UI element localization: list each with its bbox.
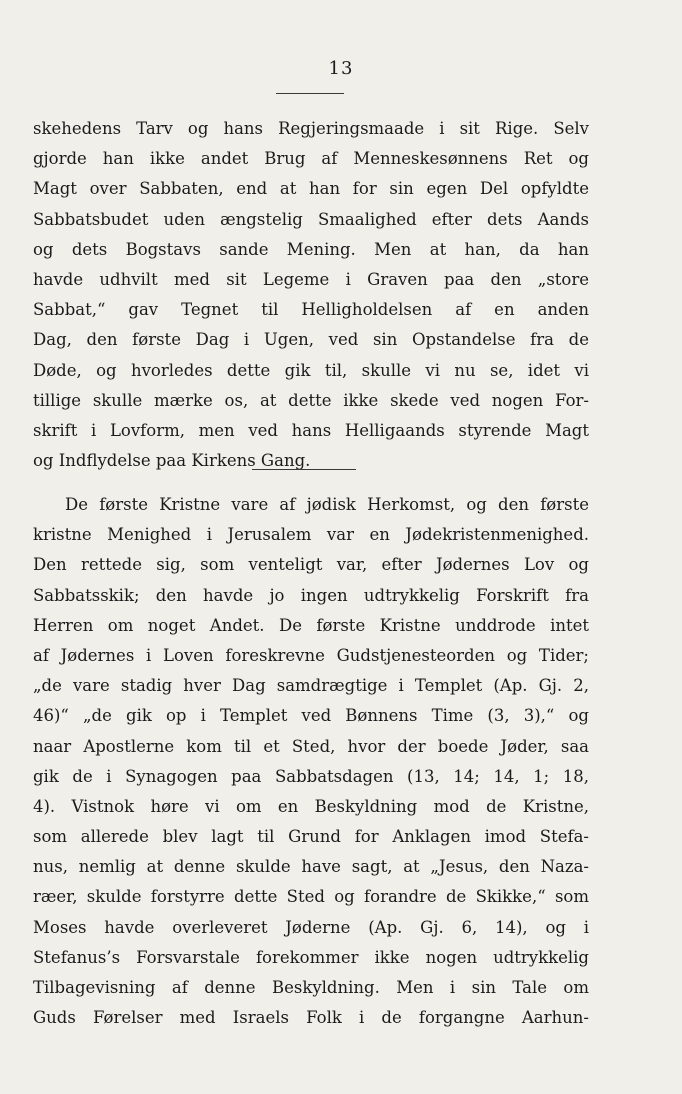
text-line: Dag, den første Dag i Ugen, ved sin Opstandelse fra de: [33, 330, 589, 350]
paragraph-2: [33, 490, 589, 1033]
text-line: Sabbat,“ gav Tegnet til Helligholdelsen af en anden: [33, 300, 589, 320]
text-line: nus, nemlig at denne skulde have sagt, at „Jesus, den Naza-: [33, 857, 589, 877]
text-line: gik de i Synagogen paa Sabbatsdagen (13, 14; 14, 1; 18,: [33, 766, 589, 786]
text-line: Den rettede sig, som venteligt var, efter Jødernes Lov og: [33, 555, 589, 575]
text-line: havde udhvilt med sit Legeme i Graven paa den „store: [33, 269, 589, 289]
text-line: naar Apostlerne kom til et Sted, hvor der boede Jøder, saa: [33, 736, 589, 756]
text-line: Sabbatsskik; den havde jo ingen udtrykkelig Forskrift fra: [33, 585, 589, 605]
text-line: Døde, og hvorledes dette gik til, skulle vi nu se, idet vi: [33, 360, 589, 380]
text-line: Magt over Sabbaten, end at han for sin egen Del opfyldte: [33, 179, 589, 199]
text-line: som allerede blev lagt til Grund for Anklagen imod Stefa-: [33, 827, 589, 847]
text-line: og Indflydelse paa Kirkens Gang.: [33, 451, 311, 471]
text-line: Tilbagevisning af denne Beskyldning. Men i sin Tale om: [33, 978, 589, 997]
text-line: af Jødernes i Loven foreskrevne Gudstjenesteorden og Tider;: [33, 645, 589, 665]
text-line: „de vare stadig hver Dag samdrægtige i Templet (Ap. Gj. 2,: [33, 676, 589, 696]
section-divider: [252, 469, 356, 470]
text-line: Moses havde overleveret Jøderne (Ap. Gj. 6, 14), og i: [33, 917, 589, 937]
text-line: gjorde han ikke andet Brug af Menneskesønnens Ret og: [33, 149, 589, 169]
paragraph-1: [33, 114, 589, 476]
text-line: 4). Vistnok høre vi om en Beskyldning mod de Kristne,: [33, 796, 589, 816]
text-line: 46)“ „de gik op i Templet ved Bønnens Time (3, 3),“ og: [33, 706, 589, 726]
text-line: ræer, skulde forstyrre dette Sted og forandre de Skikke,“ som: [33, 887, 589, 907]
text-line: kristne Menighed i Jerusalem var en Jødekristenmenighed.: [33, 525, 589, 545]
text-line: Sabbatsbudet uden ængstelig Smaalighed efter dets Aands: [33, 209, 589, 229]
text-line: skehedens Tarv og hans Regjeringsmaade i sit Rige. Selv: [33, 119, 589, 138]
text-line: Guds Førelser med Israels Folk i de forgangne Aarhun-: [33, 1008, 589, 1028]
text-line: skrift i Lovform, men ved hans Helligaands styrende Magt: [33, 420, 589, 440]
text-line: Stefanus’s Forsvarstale forekommer ikke nogen udtrykkelig: [33, 947, 589, 967]
header-rule: [276, 93, 344, 94]
page-number: 13: [328, 58, 354, 79]
text-line: De første Kristne vare af jødisk Herkomst, og den første: [65, 495, 589, 514]
text-line: og dets Bogstavs sande Mening. Men at han, da han: [33, 239, 589, 259]
text-line: tillige skulle mærke os, at dette ikke skede ved nogen For-: [33, 390, 589, 410]
text-line: Herren om noget Andet. De første Kristne unddrode intet: [33, 615, 589, 635]
